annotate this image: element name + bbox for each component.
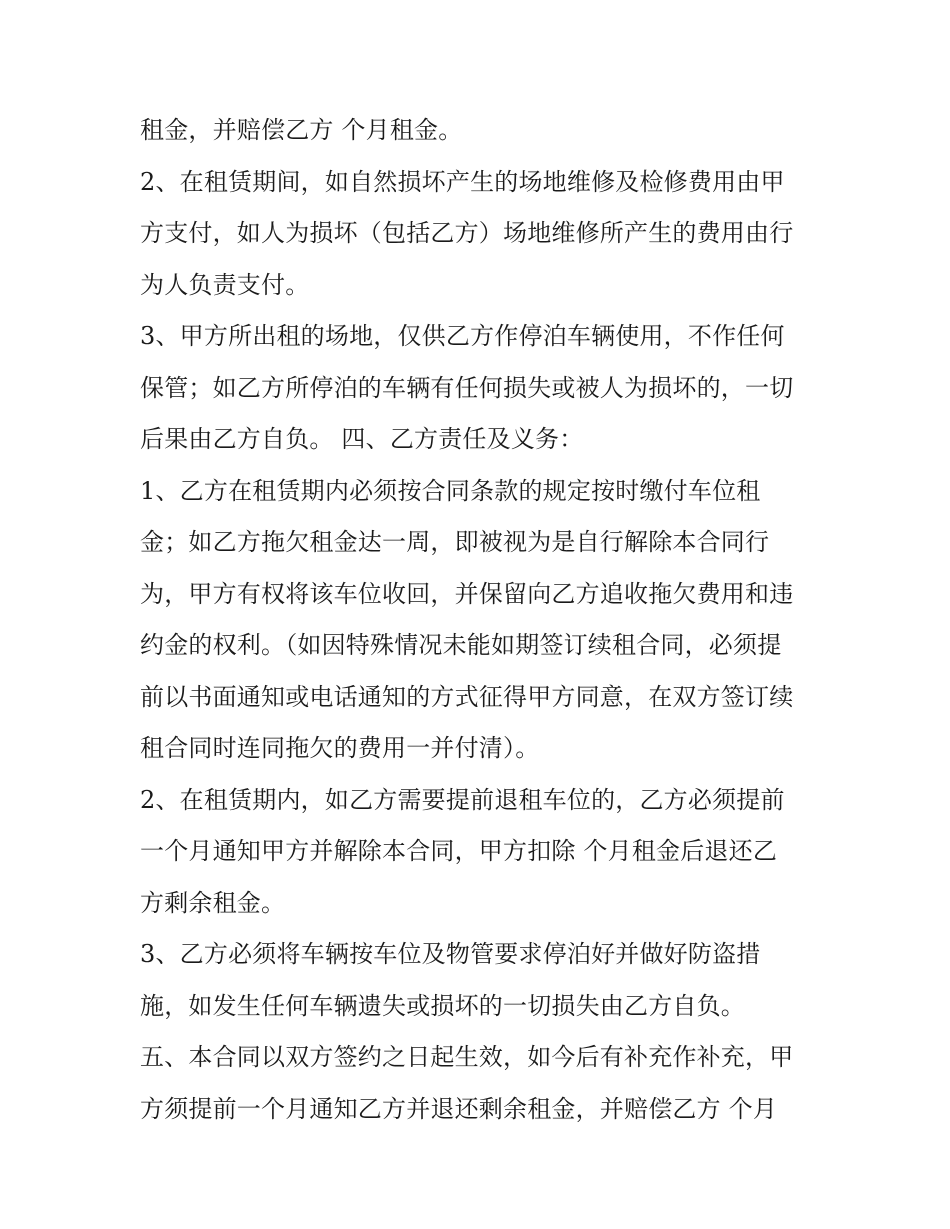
text-line: 租合同时连同拖欠的费用一并付清）。 [140,734,540,762]
text-line: 方须提前一个月通知乙方并退还剩余租金，并赔偿乙方 个月 [140,1094,778,1123]
text-line: 3、乙方必须将车辆按车位及物管要求停泊好并做好防盗措 [140,940,761,968]
text-line: 一个月通知甲方并解除本合同，甲方扣除 个月租金后退还乙 [140,837,778,865]
text-line: 方支付，如人为损坏（包括乙方）场地维修所产生的费用由行 [140,219,794,247]
text-line: 2、在租赁期间，如自然损坏产生的场地维修及检修费用由甲 [140,167,785,196]
text-line: 前以书面通知或电话通知的方式征得甲方同意，在双方签订续 [140,682,794,711]
text-line: 3、甲方所出租的场地，仅供乙方作停泊车辆使用，不作任何 [140,322,785,350]
text-line: 五、本合同以双方签约之日起生效，如今后有补充作补充，甲 [140,1043,794,1071]
text-line: 金；如乙方拖欠租金达一周，即被视为是自行解除本合同行 [140,528,770,556]
text-line: 施，如发生任何车辆遗失或损坏的一切损失由乙方自负。 [140,991,745,1020]
text-line: 租金，并赔偿乙方 个月租金。 [140,116,463,144]
text-line: 保管；如乙方所停泊的车辆有任何损失或被人为损坏的，一切 [140,373,794,402]
text-line: 为人负责支付。 [140,270,310,299]
text-line: 后果由乙方自负。 四、乙方责任及义务： [140,425,584,453]
text-line: 1、乙方在租赁期内必须按合同条款的规定按时缴付车位租 [140,476,761,505]
text-line: 约金的权利。（如因特殊情况未能如期签订续租合同，必须提 [140,631,782,659]
text-line: 为，甲方有权将该车位收回，并保留向乙方追收拖欠费用和违 [140,579,794,608]
text-line: 2、在租赁期内，如乙方需要提前退租车位的，乙方必须提前 [140,785,785,814]
text-line: 方剩余租金。 [140,888,286,917]
document-body [140,105,820,1135]
